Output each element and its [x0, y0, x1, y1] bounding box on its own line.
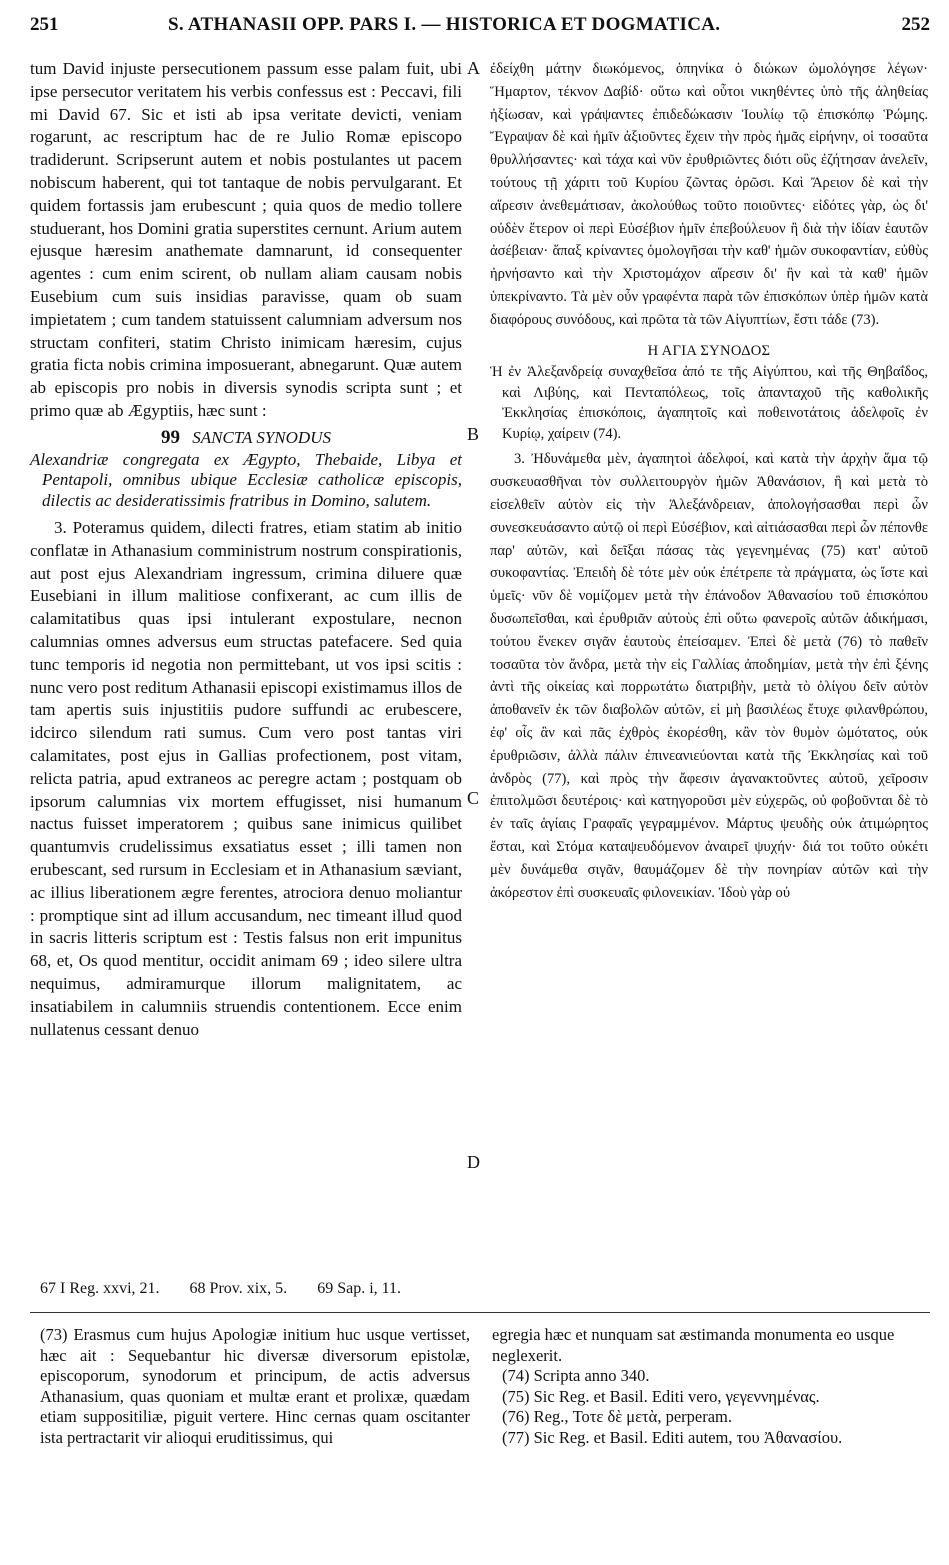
latin-address: Alexandriæ congregata ex Ægypto, Thebaide, Libya et Pentapoli, omnibus ubique Ecclesiæ catholicæ episcopis, dilectis ac desideratissimis fratribus in Domino, salutem. — [30, 449, 462, 510]
section-name: SANCTA SYNODUS — [192, 427, 331, 447]
footnote-73-continued: egregia hæc et nunquam sat æstimanda monumenta eo usque neglexerit. — [492, 1325, 895, 1365]
latin-paragraph-2: 3. Poteramus quidem, dilecti fratres, etiam statim ab initio conflatæ in Athanasium comministrum nostrum conspirationis, aut post ejus Alexandriam ingressum, crimina diluere quæ Eusebiani in illum malitiose confixerant, ac cum illis de calamitatibus quas ipsi intulerant expostulare, necnon calumnias omnes adversus eum structas patefacere. Sed quia tunc temporis id negotia non permittebant, ut vos ipsi scitis : nunc vero post reditum Athanasii episcopi existimamus illos de tam apertis suis injustitiis pudore suffundi ac erubescere, idcirco silendum rati sumus. Cum vero post tantas viri calamitates, post ejus in Gallias profectionem, post vitam, relicta patria, apud extraneos ac peregre actam ; postquam ob ipsorum calumnias vix mortem effugisset, nisi humanum nactus fuisset imperatorem ; quibus sane inimicus quilibet quantumvis crudelissimus exsatiatus esset ; illi tamen non erubescant, sed rursum in Ecclesiam et in Athanasium sæviant, ac illius liberationem ægre ferentes, atrociora denuo moliantur : promptique sint ad illum accusandum, nec timeant illud quod in sacris litteris scriptum est : Testis falsus non erit impunitus 68, et, Os quod mentitur, occidit animam 69 ; ideo silere ultra nequimus, admiramurque illorum malignitatem, ac insatiabilem in calumniis struendis contentionem. Ecce enim nullatenus cessant denuo — [30, 518, 462, 1039]
margin-letter-d: D — [467, 1152, 480, 1172]
greek-address: Ἡ ἐν Ἀλεξανδρείᾳ συναχθεῖσα ἀπό τε τῆς Αἰγύπτου, καὶ τῆς Θηβαΐδος, καὶ Λιβύης, καὶ Πενταπόλεως, τοῖς ἁπανταχοῦ τῆς καθολικῆς Ἐκκλησίας ἐπισκόποις, ἀγαπητοῖς καὶ ποθεινοτάτοις ἀδελφοῖς ἐν Κυρίῳ, χαίρειν (74). — [490, 364, 928, 442]
section-number: 99 — [161, 426, 181, 448]
greek-section-title: Η ΑΓΙΑ ΣΥΝΟΔΟΣ — [647, 342, 771, 359]
reference-68: 68 Prov. xix, 5. — [189, 1280, 288, 1297]
footnote-75: (75) Sic Reg. et Basil. Editi vero, γεγεννημένας. — [502, 1386, 820, 1406]
scripture-references — [40, 1280, 510, 1298]
greek-column — [490, 58, 928, 904]
greek-paragraph-2: 3. Ἠδυνάμεθα μὲν, ἀγαπητοὶ ἀδελφοί, καὶ κατὰ τὴν ἀρχὴν ἅμα τῷ συσκευασθῆναι τὸν συλλειτουργὸν ἡμῶν Ἀθανάσιον, ἢ καὶ μετὰ τὸ εἰσελθεῖν αὐτὸν εἰς τὴν Ἀλεξάνδρειαν, ἀπολογήσασθαι περὶ ὧν συνεσκευάσαντο αὐτῷ οἱ περὶ Εὐσέβιον, καὶ αἰτιάσασθαι περὶ ὧν πέπονθε παρ' αὐτῶν, καὶ δεῖξαι πάσας τὰς γεγενημένας (75) κατ' αὐτοῦ συκοφαντίας. Ἐπειδὴ δὲ τότε μὲν οὐκ ἐπέτρεπε τὰ πράγματα, ὡς ἴστε καὶ ὑμεῖς· νῦν δὲ νομίζομεν μετὰ τὴν ἐπάνοδον Ἀθανασίου τοῦ ἐπισκόπου δυσωπεῖσθαι, καὶ ἐρυθριᾶν αὐτοὺς ἐπὶ οὕτω φανεροῖς αὐτῶν ἀδικήμασι, τούτου ἕνεκεν σιγᾶν ἑαυτοὺς ἐπείσαμεν. Ἐπεὶ δὲ μετὰ (76) τὸ παθεῖν τοσαῦτα τὸν ἄνδρα, μετὰ τὴν εἰς Γαλλίας ἀποδημίαν, μετὰ τὴν ἐπὶ ξένης ἀντὶ τῆς οἰκείας καὶ πορρωτάτω διατριβὴν, μετὰ τὸ ὀλίγου δεῖν αὐτὸν ἀποθανεῖν ἐκ τῶν διαβολῶν αὐτῶν, εἰ μὴ βασιλέως ἔτυχε φιλανθρώπου, ἐφ' οἷς ἂν καὶ πᾶς ἐχθρὸς ἐκορέσθη, κἂν τὸν θυμὸν ὠμότατος, οὐκ ἐρυθριῶσιν, ἀλλὰ πάλιν ἐπινεανιεύονται κατὰ τῆς Ἐκκλησίας καὶ τοῦ ἀνδρὸς (77), καὶ πρὸς τὴν ἄφεσιν ἀγανακτοῦντες αὐτοῦ, χεῖροσιν ἐπιτολμῶσι δευτέροις· καὶ κατηγοροῦσι μὲν εὐχερῶς, οὐ φοβοῦνται δὲ τὸ ἐν ταῖς ἁγίαις Γραφαῖς γεγραμμένον. Μάρτυς ψευδὴς οὐκ ἀτιμώρητος ἔσται, καὶ Στόμα καταψευδόμενον ἀναιρεῖ ψυχήν· διά τοι τοῦτο οὐκέτι μὲν δυνάμεθα σιγᾶν, θαυμάζομεν δὲ τὴν πονηρίαν αὐτῶν καὶ τὴν ἀκόρεστον ἐπὶ συσκευαῖς φιλονεικίαν. Ἰδοὺ γὰρ οὐ — [490, 451, 928, 901]
running-title: S. ATHANASII OPP. PARS I. — HISTORICA ET DOGMATICA. — [168, 14, 721, 35]
margin-letter-b: B — [467, 424, 480, 444]
page-number-right: 252 — [901, 14, 930, 35]
margin-letter-c: C — [467, 788, 480, 808]
footnotes-left — [40, 1325, 470, 1448]
greek-paragraph-1: ἐδείχθη μάτην διωκόμενος, ὁπηνίκα ὁ διώκων ὡμολόγησε λέγων· Ἥμαρτον, τέκνον Δαβίδ· οὕτω καὶ οὗτοι νικηθέντες ὑπὸ τῆς ἀληθείας ἠξίωσαν, καὶ γράψαντες ἐπιδεδώκασιν Ἰουλίῳ τῷ ἐπισκόπῳ Ῥώμης. Ἔγραψαν δὲ καὶ ἡμῖν ἀξιοῦντες ἔχειν τὴν πρὸς ἡμᾶς εἰρήνην, οἱ τοσαῦτα θρυλλήσαντες· καὶ τάχα καὶ νῦν ἐρυθριῶντες διότι οὓς ἐζήτησαν ἀνελεῖν, τούτους τῇ χάριτι τοῦ Κυρίου ζῶντας ὁρῶσι. Καὶ Ἄρειον δὲ καὶ τὴν αἵρεσιν ἀνεθεμάτισαν, ἀκολούθως τοῦτο ποιοῦντες· εἰδότες γὰρ, ὡς δι' οὐδὲν ἕτερον οἱ περὶ Εὐσέβιον ἡμῖν ἐπεβούλευον ἢ διὰ τὴν ἰδίαν ἑαυτῶν ἀσέβειαν· ἅπαξ κρίναντες ὁμολογῆσαι τὴν καθ' ἡμῶν συκοφαντίαν, εὐθὺς ἠρνήσαντο καὶ τὴν Χριστομάχον αἵρεσιν δι' ἣν καὶ τὰ καθ' ἡμῶν ὑπεκρίναντο. Τὰ μὲν οὖν γραφέντα παρὰ τῶν ἐπισκόπων ὑπὲρ ἡμῶν κατὰ διαφόρους συνόδους, καὶ πρῶτα τὰ τῶν Αἰγυπτίων, ἔστι τάδε (73). — [490, 61, 928, 328]
latin-paragraph-1: tum David injuste persecutionem passum esse palam fuit, ubi ipse persecutor veritatem his verbis confessus est : Peccavi, fili mi David 67. Sic et isti ab ipsa veritate devicti, veniam rogarunt, ac rescriptum hac de re Julio Romæ episcopo tradiderunt. Scripserunt autem et nobis postulantes ut pacem nobiscum haberent, qui tot tantaque de nobis pervulgarant. Et quidem fortassis jam erubescunt ; quia quos de medio tollere studuerant, hos Domini gratia superstites cernunt. Arium autem ejusque hæresim anathemate damnarunt, id consequenter agentes : cum enim scirent, ob nullam aliam causam nobis Eusebium cum suis insidias paravisse, quam ob suam impietatem ; cum tandem statuissent calumniam adversum nos structam confiteri, statim Christo inimicam hæresim, cujus gratia ficta nobis crimina imposuerant, abnegarunt. Quæ autem ab episcopis pro nobis in diversis synodis scripta sunt ; et primo quæ ab Ægyptiis, hæc sunt : — [30, 59, 462, 420]
footnote-76: (76) Reg., Τοτε δὲ μετὰ, perperam. — [502, 1407, 732, 1426]
page-number-left: 251 — [30, 14, 59, 35]
latin-column — [30, 58, 462, 1041]
footnotes-right — [492, 1325, 930, 1448]
running-header — [30, 14, 930, 38]
footnote-77: (77) Sic Reg. et Basil. Editi autem, του Ἀθανασίου. — [502, 1427, 843, 1447]
reference-69: 69 Sap. i, 11. — [317, 1280, 402, 1297]
footnote-74: (74) Scripta anno 340. — [502, 1366, 650, 1385]
margin-letter-a: A — [467, 58, 480, 78]
footnote-73: (73) Erasmus cum hujus Apologiæ initium huc usque vertisset, hæc ait : Sequebantur hic diversæ diversorum epistolæ, episcoporum, synodorum et principum, de actis adversus Athanasium, quas quoniam et multæ erant et prolixæ, quædam etiam suppositiliæ, piguit vertere. Hinc cernas quam oscitanter ista pertractarit vir alioqui eruditissimus, qui — [40, 1325, 470, 1447]
reference-67: 67 I Reg. xxvi, 21. — [40, 1280, 160, 1297]
section-heading — [30, 427, 462, 450]
footnote-divider — [30, 1312, 930, 1313]
